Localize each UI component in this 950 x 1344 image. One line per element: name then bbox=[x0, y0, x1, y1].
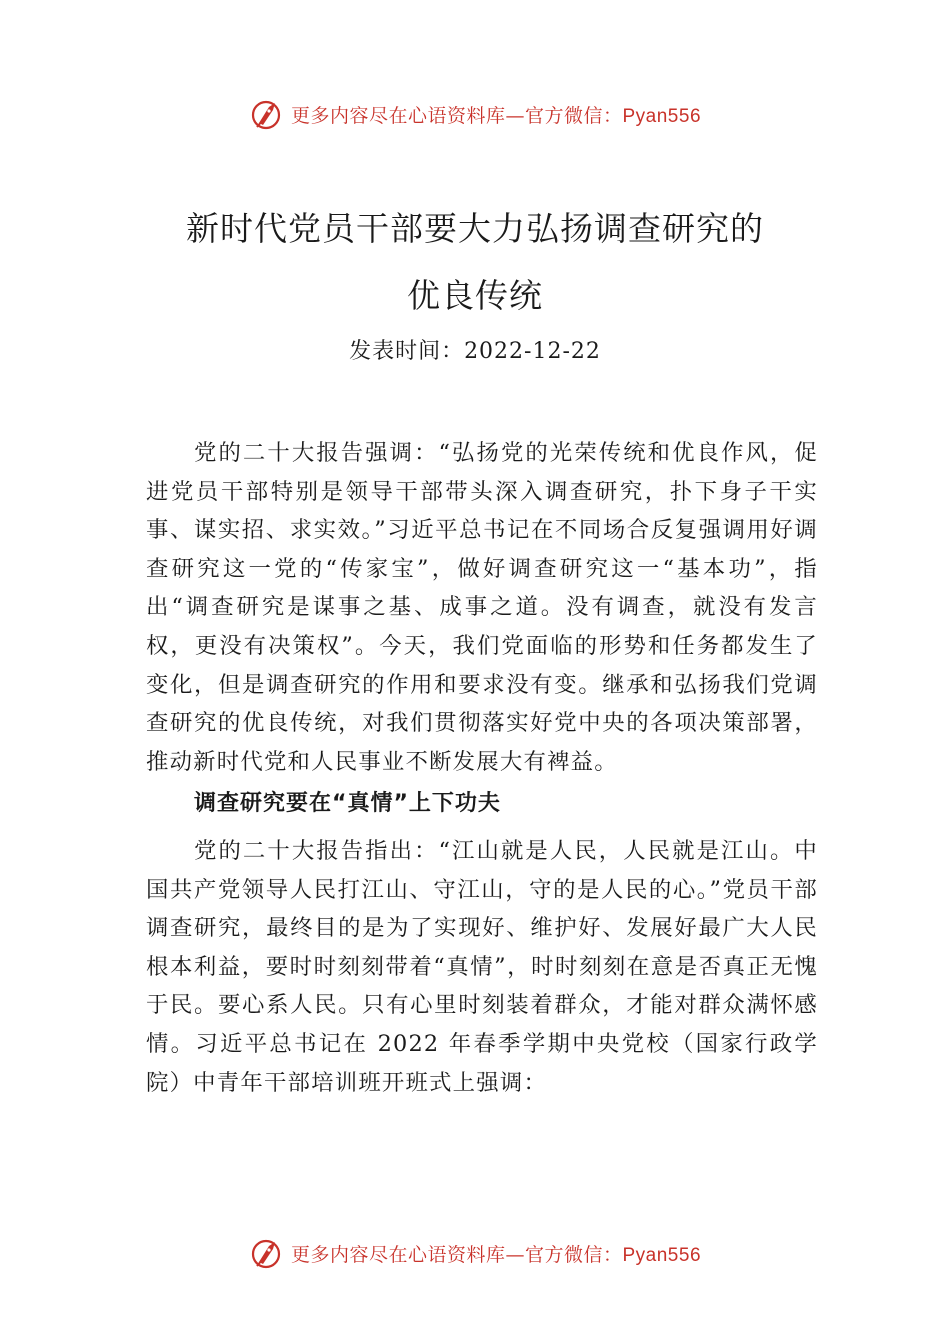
wechat-id: Pyan556 bbox=[622, 1244, 702, 1266]
body-paragraph-2: 党的二十大报告指出：“江山就是人民，人民就是江山。中国共产党领导人民打江山、守江山，守的是人民的心。”党员干部调查研究，最终目的是为了实现好、维护好、发展好最广大人民根本利益，要时时刻刻带着“真情”，时时刻刻在意是否真正无愧于民。要心系人民。只有心里时刻装着群众，才能对群众满怀感情。习近平总书记在 2022 年春季学期中央党校（国家行政学院）中青年干部培训班开班式上强调： bbox=[146, 838, 818, 1096]
wechat-id: Pyan556 bbox=[622, 105, 702, 127]
watermark-label: 更多内容尽在心语资料库—官方微信： bbox=[290, 1243, 623, 1266]
pen-nib-logo-icon bbox=[249, 1236, 287, 1270]
watermark-footer bbox=[0, 1233, 950, 1273]
watermark-text bbox=[291, 101, 701, 128]
publish-date: 发表时间：2022-12-22 bbox=[349, 339, 601, 364]
document-title-line-2: 优良传统 bbox=[407, 276, 543, 315]
document-title-line-1: 新时代党员干部要大力弘扬调查研究的 bbox=[186, 209, 764, 248]
watermark-header bbox=[0, 94, 950, 134]
section-heading: 调查研究要在“真情”上下功夫 bbox=[194, 791, 501, 816]
watermark-text bbox=[291, 1240, 701, 1267]
pen-nib-logo-icon bbox=[249, 97, 287, 131]
body-paragraph-1: 党的二十大报告强调：“弘扬党的光荣传统和优良作风，促进党员干部特别是领导干部带头深入调查研究，扑下身子干实事、谋实招、求实效。”习近平总书记在不同场合反复强调用好调查研究这一党的“传家宝”，做好调查研究这一“基本功”，指出“调查研究是谋事之基、成事之道。没有调查，就没有发言权，更没有决策权”。今天，我们党面临的形势和任务都发生了变化，但是调查研究的作用和要求没有变。继承和弘扬我们党调查研究的优良传统，对我们贯彻落实好党中央的各项决策部署，推动新时代党和人民事业不断发展大有裨益。 bbox=[146, 440, 818, 775]
watermark-label: 更多内容尽在心语资料库—官方微信： bbox=[290, 104, 623, 127]
